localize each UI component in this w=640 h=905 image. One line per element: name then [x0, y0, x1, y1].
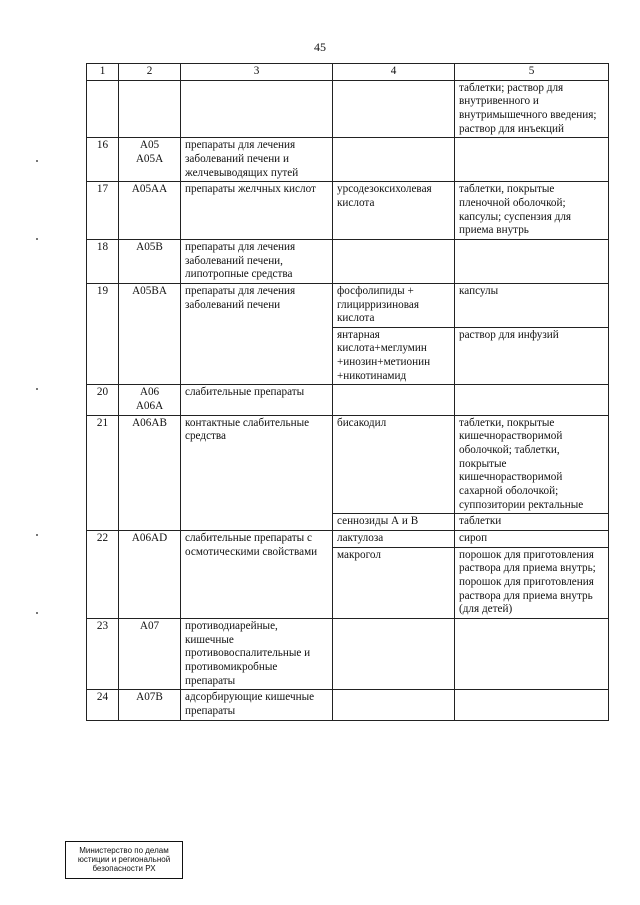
atc-code: A05AA — [119, 182, 181, 240]
table-row — [87, 385, 609, 415]
substance-name: янтарная кислота+меглумин +инозин+метионин +никотинамид — [333, 327, 455, 385]
substance-name — [333, 138, 455, 182]
dosage-form — [455, 618, 609, 689]
stamp-line: безопасности РХ — [92, 864, 156, 874]
atc-code: A06 A06A — [119, 385, 181, 415]
dosage-form: порошок для приготовления раствора для приема внутрь; порошок для приготовления раствора для приема внутрь (для детей) — [455, 547, 609, 618]
dosage-form — [455, 385, 609, 415]
scan-speck — [36, 160, 38, 162]
row-number — [87, 80, 119, 138]
substance-name: бисакодил — [333, 415, 455, 514]
pharmacological-group: препараты для лечения заболеваний печени — [181, 283, 333, 385]
substance-name — [333, 239, 455, 283]
pharmacological-group: слабительные препараты — [181, 385, 333, 415]
atc-code: A07 — [119, 618, 181, 689]
column-header: 1 — [87, 64, 119, 81]
substance-name: урсодезоксихолевая кислота — [333, 182, 455, 240]
scan-speck — [36, 612, 38, 614]
scan-speck — [36, 238, 38, 240]
atc-code: A05B — [119, 239, 181, 283]
row-number: 18 — [87, 239, 119, 283]
pharmacological-group: контактные слабительные средства — [181, 415, 333, 530]
pharmacological-group: противодиарейные, кишечные противовоспалительные и противомикробные препараты — [181, 618, 333, 689]
row-number: 16 — [87, 138, 119, 182]
row-number: 20 — [87, 385, 119, 415]
dosage-form: капсулы — [455, 283, 609, 327]
table-header-row — [87, 64, 609, 81]
table-row — [87, 531, 609, 548]
row-number: 21 — [87, 415, 119, 530]
row-number: 17 — [87, 182, 119, 240]
atc-code: A07B — [119, 690, 181, 720]
scan-speck — [36, 534, 38, 536]
table-row — [87, 283, 609, 327]
dosage-form — [455, 138, 609, 182]
substance-name: сеннозиды А и В — [333, 514, 455, 531]
column-header: 4 — [333, 64, 455, 81]
table-row — [87, 618, 609, 689]
pharmacological-group: препараты для лечения заболеваний печени и желчевыводящих путей — [181, 138, 333, 182]
dosage-form: таблетки; раствор для внутривенного и внутримышечного введения; раствор для инъекций — [455, 80, 609, 138]
pharmacological-group: препараты для лечения заболеваний печени, липотропные средства — [181, 239, 333, 283]
pharmacological-group — [181, 80, 333, 138]
substance-name: лактулоза — [333, 531, 455, 548]
atc-code: A05BA — [119, 283, 181, 385]
dosage-form: таблетки, покрытые кишечнорастворимой оболочкой; таблетки, покрытые кишечнорастворимой сахарной оболочкой; суппозитории ректальные — [455, 415, 609, 514]
dosage-form — [455, 239, 609, 283]
page-number: 45 — [314, 40, 326, 54]
column-header: 3 — [181, 64, 333, 81]
pharmacological-group: слабительные препараты с осмотическими свойствами — [181, 531, 333, 619]
atc-code — [119, 80, 181, 138]
stamp-line: Министерство по делам — [79, 846, 169, 855]
row-number: 22 — [87, 531, 119, 619]
substance-name — [333, 618, 455, 689]
pharmacological-group: препараты желчных кислот — [181, 182, 333, 240]
table-row — [87, 239, 609, 283]
ministry-stamp — [65, 841, 183, 879]
stamp-line: юстиции и региональной — [77, 855, 171, 865]
table-row — [87, 690, 609, 720]
substance-name: фосфолипиды + глицирризиновая кислота — [333, 283, 455, 327]
dosage-form — [455, 690, 609, 720]
atc-code: A06AD — [119, 531, 181, 619]
pharmacological-group: адсорбирующие кишечные препараты — [181, 690, 333, 720]
column-header: 5 — [455, 64, 609, 81]
dosage-form: сироп — [455, 531, 609, 548]
substance-name — [333, 690, 455, 720]
row-number: 23 — [87, 618, 119, 689]
medicines-table — [86, 63, 609, 721]
atc-code: A05 A05A — [119, 138, 181, 182]
substance-name: макрогол — [333, 547, 455, 618]
scan-speck — [36, 388, 38, 390]
column-header: 2 — [119, 64, 181, 81]
table-row — [87, 415, 609, 514]
dosage-form: таблетки — [455, 514, 609, 531]
table-row — [87, 80, 609, 138]
table-row — [87, 138, 609, 182]
substance-name — [333, 385, 455, 415]
dosage-form: раствор для инфузий — [455, 327, 609, 385]
table-row — [87, 182, 609, 240]
atc-code: A06AB — [119, 415, 181, 530]
row-number: 24 — [87, 690, 119, 720]
substance-name — [333, 80, 455, 138]
row-number: 19 — [87, 283, 119, 385]
dosage-form: таблетки, покрытые пленочной оболочкой; капсулы; суспензия для приема внутрь — [455, 182, 609, 240]
